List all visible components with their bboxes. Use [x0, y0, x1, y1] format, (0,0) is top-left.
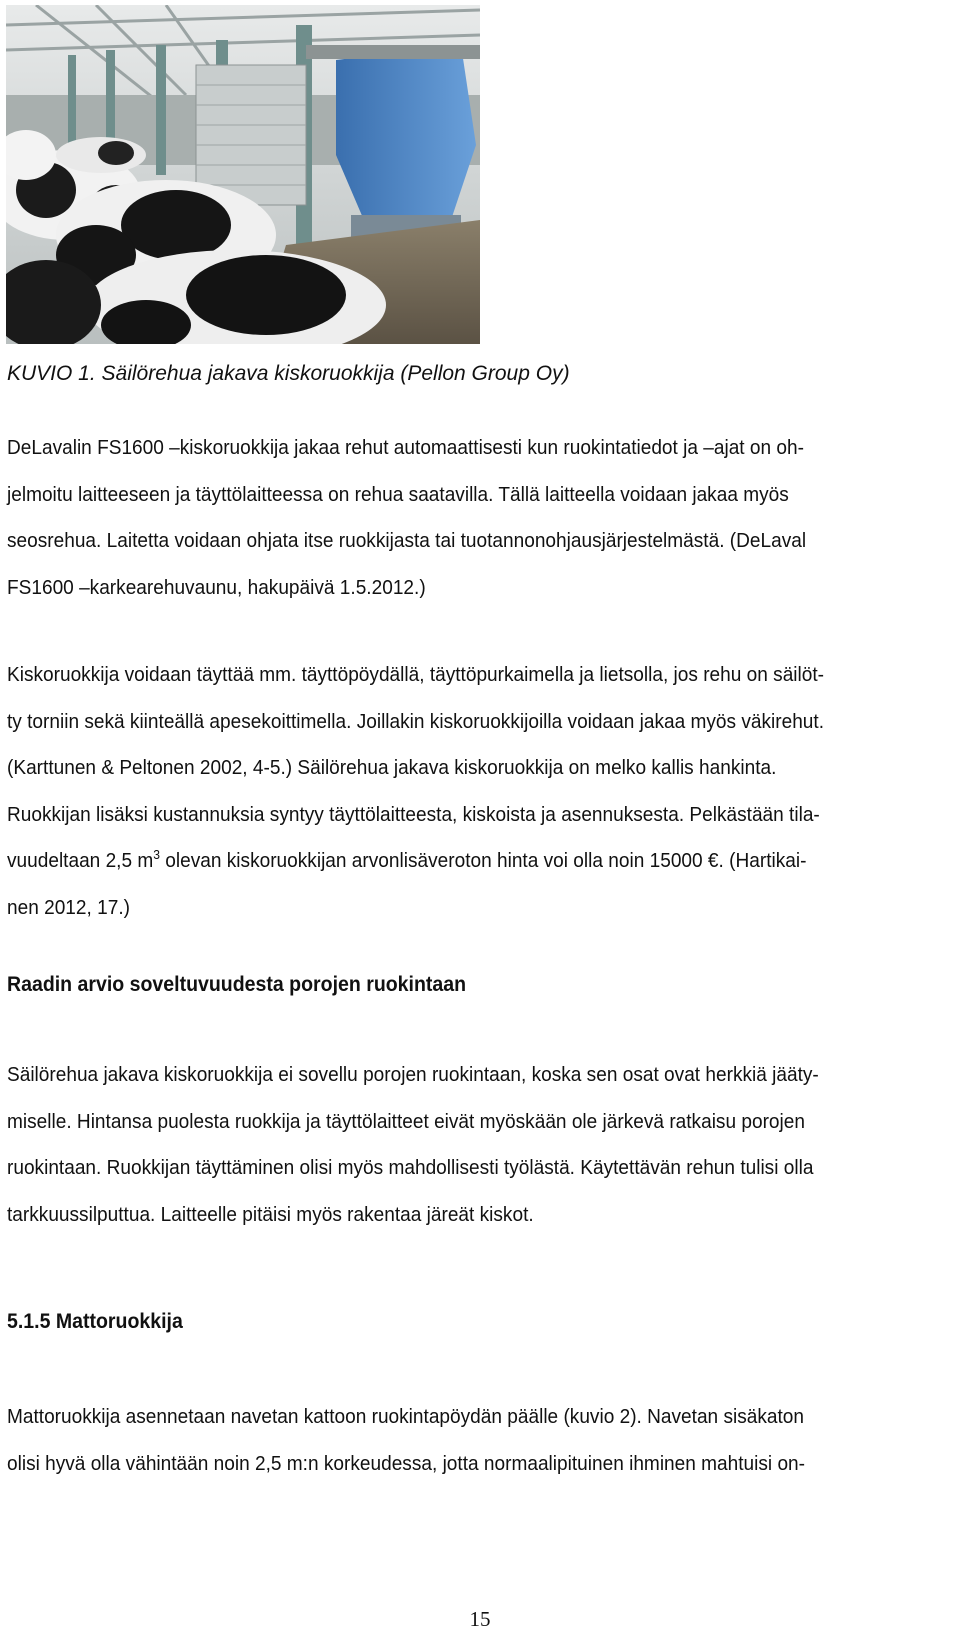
barn-feeder-illustration — [6, 5, 480, 344]
barn-feeder-photo — [6, 5, 480, 344]
paragraph-line: ruokintaan. Ruokkijan täyttäminen olisi myös mahdollisesti työlästä. Käytettävän rehun tulisi olla — [7, 1156, 814, 1179]
paragraph-line: olisi hyvä olla vähintään noin 2,5 m:n korkeudessa, jotta normaalipituinen ihminen mahtuisi on- — [7, 1451, 806, 1475]
paragraph-line: ty torniin sekä kiinteällä apesekoittimella. Joillakin kiskoruokkijoilla voidaan jakaa myös väkirehut. — [7, 709, 825, 733]
paragraph-line: seosrehua. Laitetta voidaan ohjata itse ruokkijasta tai tuotannonohjausjärjestelmästä. (DeLaval — [7, 529, 807, 552]
paragraph-line: Ruokkijan lisäksi kustannuksia syntyy täyttölaitteesta, kiskoista ja asennuksesta. Pelkästään tila- — [7, 802, 820, 826]
paragraph-delaval — [7, 425, 958, 611]
section-heading-assessment: Raadin arvio soveltuvuudesta porojen ruokintaan — [7, 973, 467, 996]
paragraph-line: miselle. Hintansa puolesta ruokkija ja täyttölaitteet eivät myöskään ole järkevä ratkaisu porojen — [7, 1109, 805, 1133]
paragraph-line — [7, 838, 958, 885]
paragraph-line: Kiskoruokkija voidaan täyttää mm. täyttöpöydällä, täyttöpurkaimella ja lietsolla, jos rehu on säilöt- — [7, 663, 825, 686]
figure-caption: KUVIO 1. Säilörehua jakava kiskoruokkija (Pellon Group Oy) — [7, 362, 570, 385]
paragraph-mattoruokkija — [7, 1394, 958, 1487]
paragraph-line: Mattoruokkija asennetaan navetan kattoon ruokintapöydän päälle (kuvio 2). Navetan sisäkaton — [7, 1405, 805, 1428]
paragraph-assessment — [7, 1052, 958, 1238]
paragraph-line: nen 2012, 17.) — [7, 895, 130, 919]
paragraph-line: (Karttunen & Peltonen 2002, 4-5.) Säilörehua jakava kiskoruokkija on melko kallis hankinta. — [7, 756, 777, 779]
volume-text: vuudeltaan 2,5 m — [7, 849, 154, 872]
paragraph-line: DeLavalin FS1600 –kiskoruokkija jakaa rehut automaattisesti kun ruokintatiedot ja –ajat on oh- — [7, 436, 804, 459]
paragraph-line: jelmoitu laitteeseen ja täyttölaitteessa on rehua saatavilla. Tällä laitteella voidaan jakaa myös — [7, 482, 789, 506]
section-heading-mattoruokkija: 5.1.5 Mattoruokkija — [7, 1310, 183, 1333]
page-number: 15 — [469, 1607, 491, 1631]
price-text: olevan kiskoruokkijan arvonlisäveroton hinta voi olla noin 15000 €. (Hartikai- — [159, 849, 807, 872]
paragraph-filling — [7, 652, 958, 931]
cubic-superscript: 3 — [153, 847, 160, 863]
paragraph-line: tarkkuussilputtua. Laitteelle pitäisi myös rakentaa järeät kiskot. — [7, 1202, 534, 1226]
paragraph-line: Säilörehua jakava kiskoruokkija ei sovellu porojen ruokintaan, koska sen osat ovat herkkiä jääty- — [7, 1063, 819, 1086]
paragraph-line: FS1600 –karkearehuvaunu, hakupäivä 1.5.2012.) — [7, 575, 426, 599]
